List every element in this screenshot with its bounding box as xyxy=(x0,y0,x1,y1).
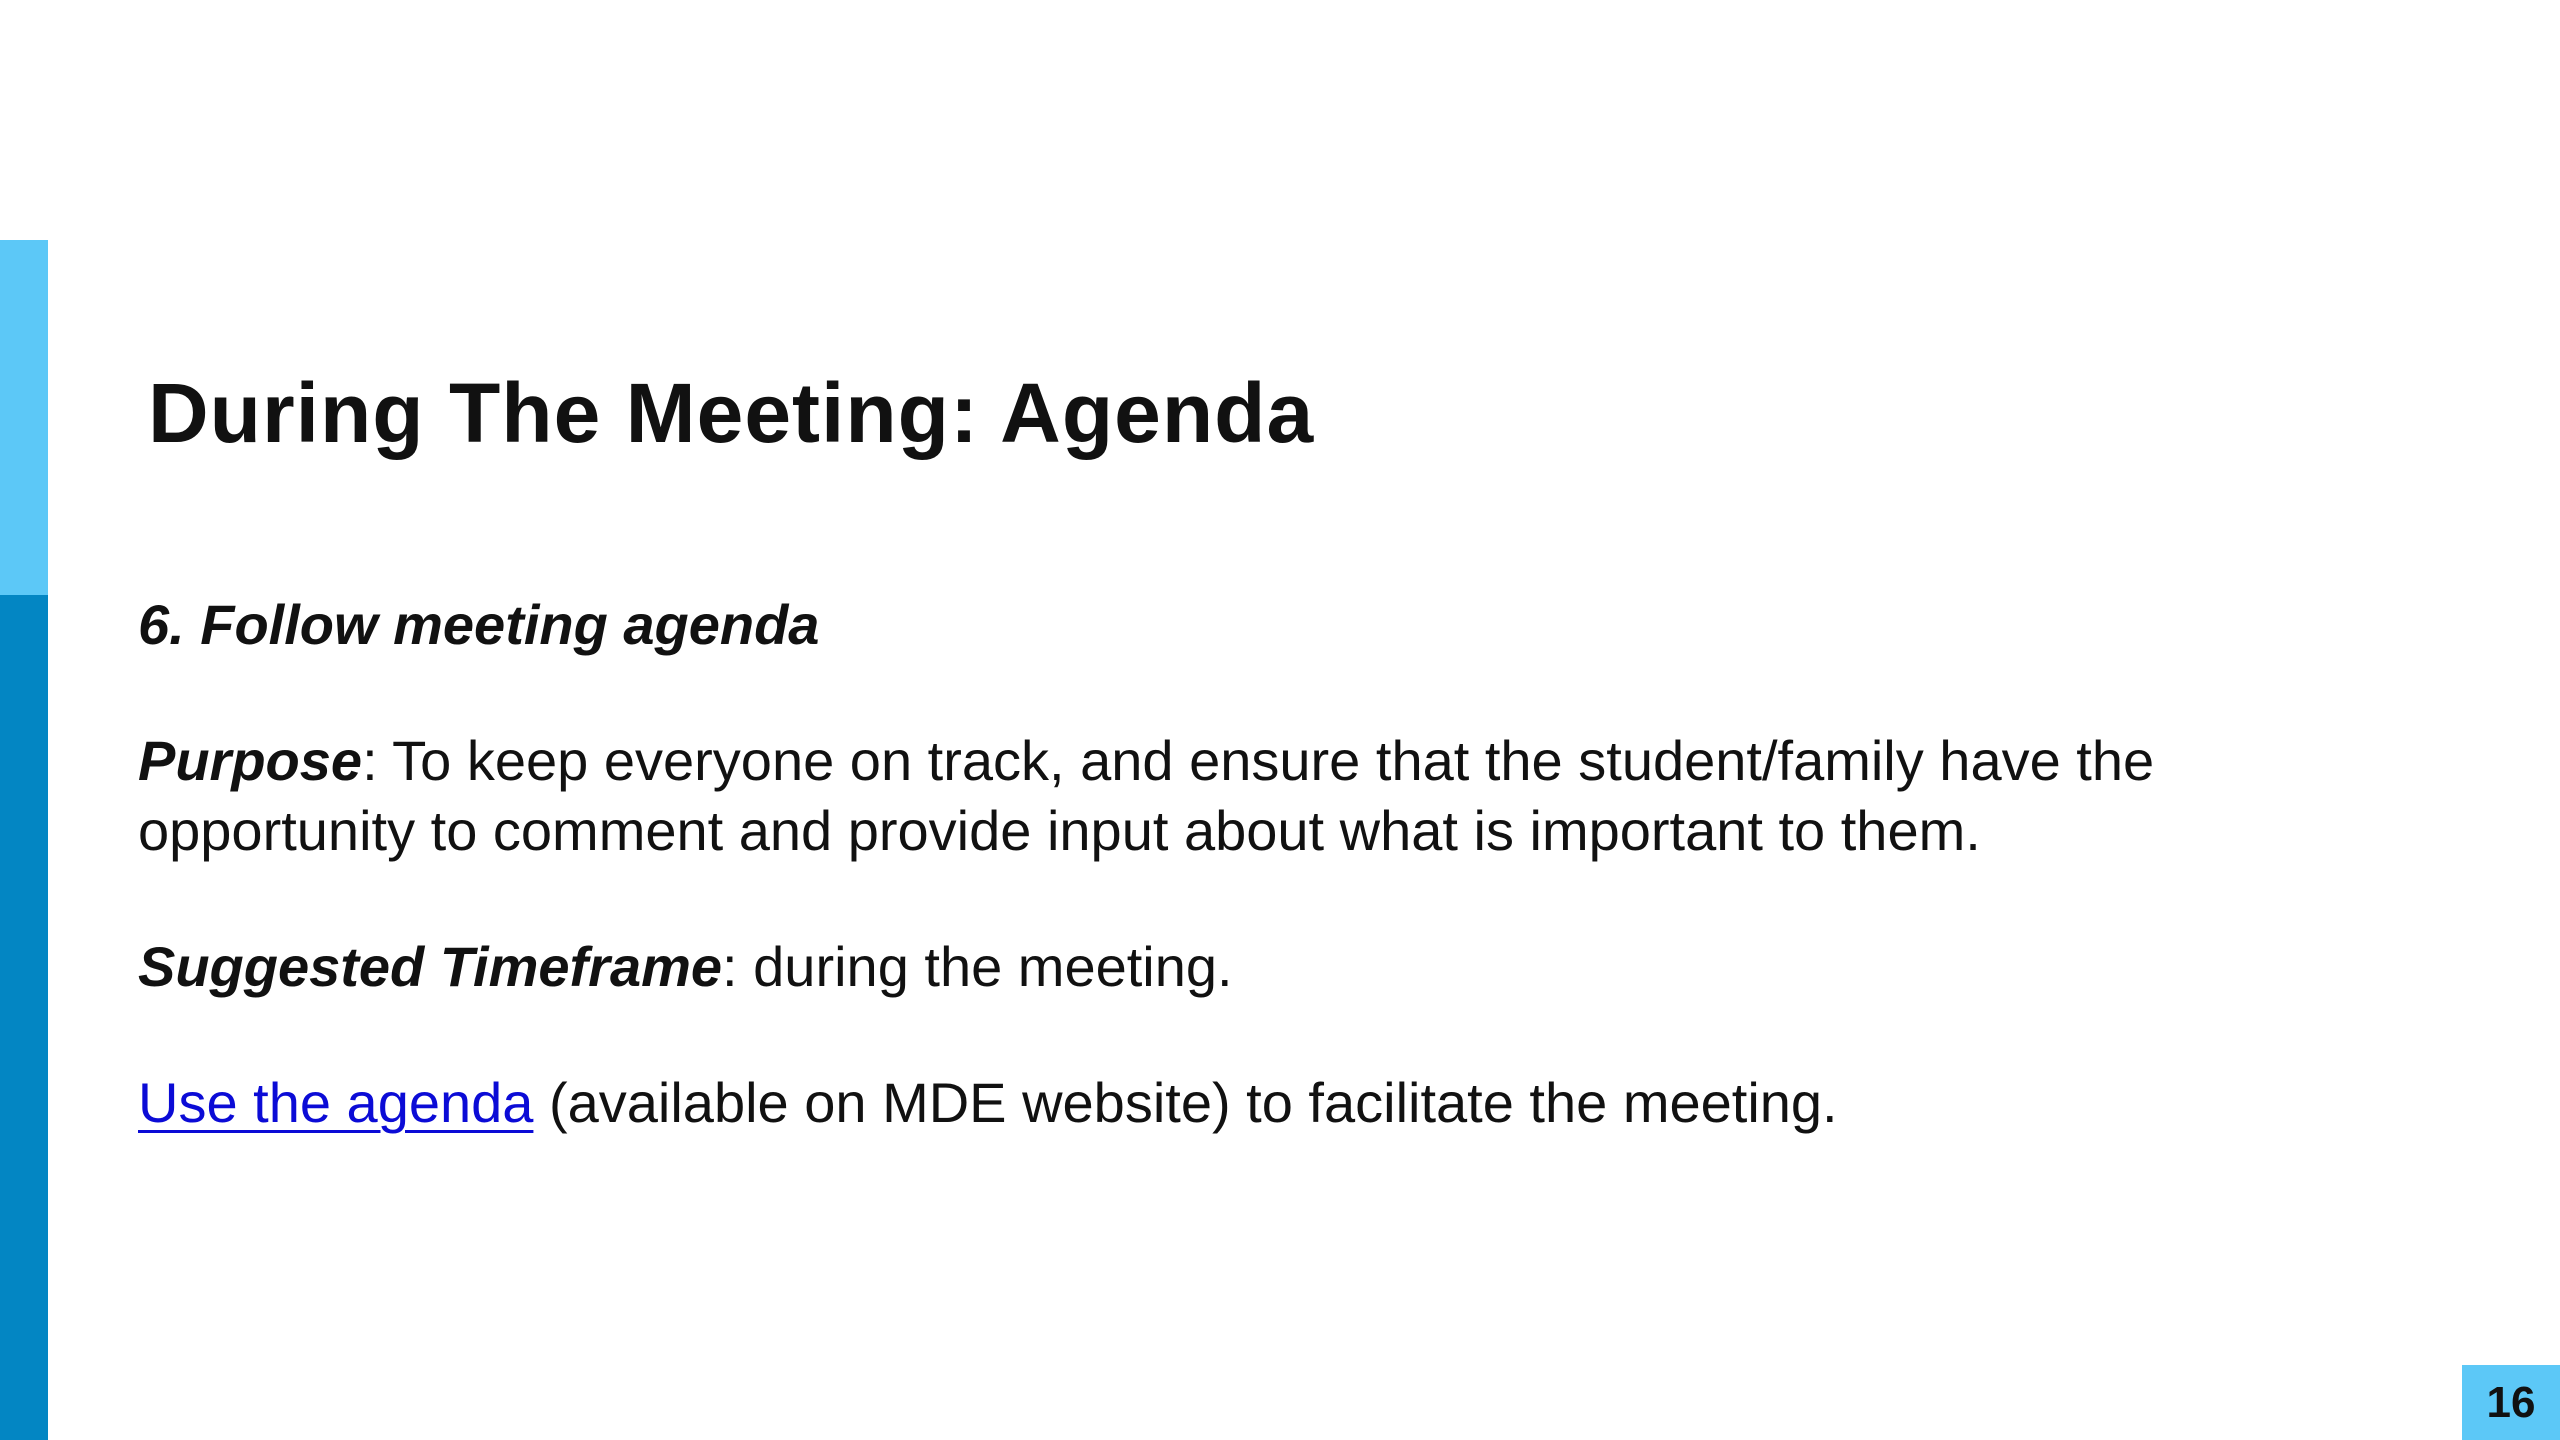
timeframe-paragraph xyxy=(138,932,2438,1002)
accent-bar-dark xyxy=(0,595,48,1440)
slide-title: During The Meeting: Agenda xyxy=(148,366,1315,460)
spacer xyxy=(138,1002,2438,1068)
purpose-text: : To keep everyone on track, and ensure that the student/family have the opportunity to comment and provide input about what is important to them. xyxy=(138,729,2155,862)
agenda-paragraph xyxy=(138,1068,2438,1138)
agenda-link[interactable]: Use the agenda xyxy=(138,1071,534,1134)
timeframe-label: Suggested Timeframe xyxy=(138,935,723,998)
spacer xyxy=(138,660,2438,726)
spacer xyxy=(138,866,2438,932)
purpose-paragraph xyxy=(138,726,2438,866)
page-number xyxy=(2462,1365,2560,1440)
step-heading: 6. Follow meeting agenda xyxy=(138,593,820,656)
agenda-text: (available on MDE website) to facilitate the meeting. xyxy=(533,1071,1838,1134)
slide-body xyxy=(138,590,2438,1138)
accent-bar-light xyxy=(0,240,48,595)
purpose-label: Purpose xyxy=(138,729,363,792)
timeframe-text: : during the meeting. xyxy=(722,935,1233,998)
page-number-text: 16 xyxy=(2486,1377,2536,1427)
